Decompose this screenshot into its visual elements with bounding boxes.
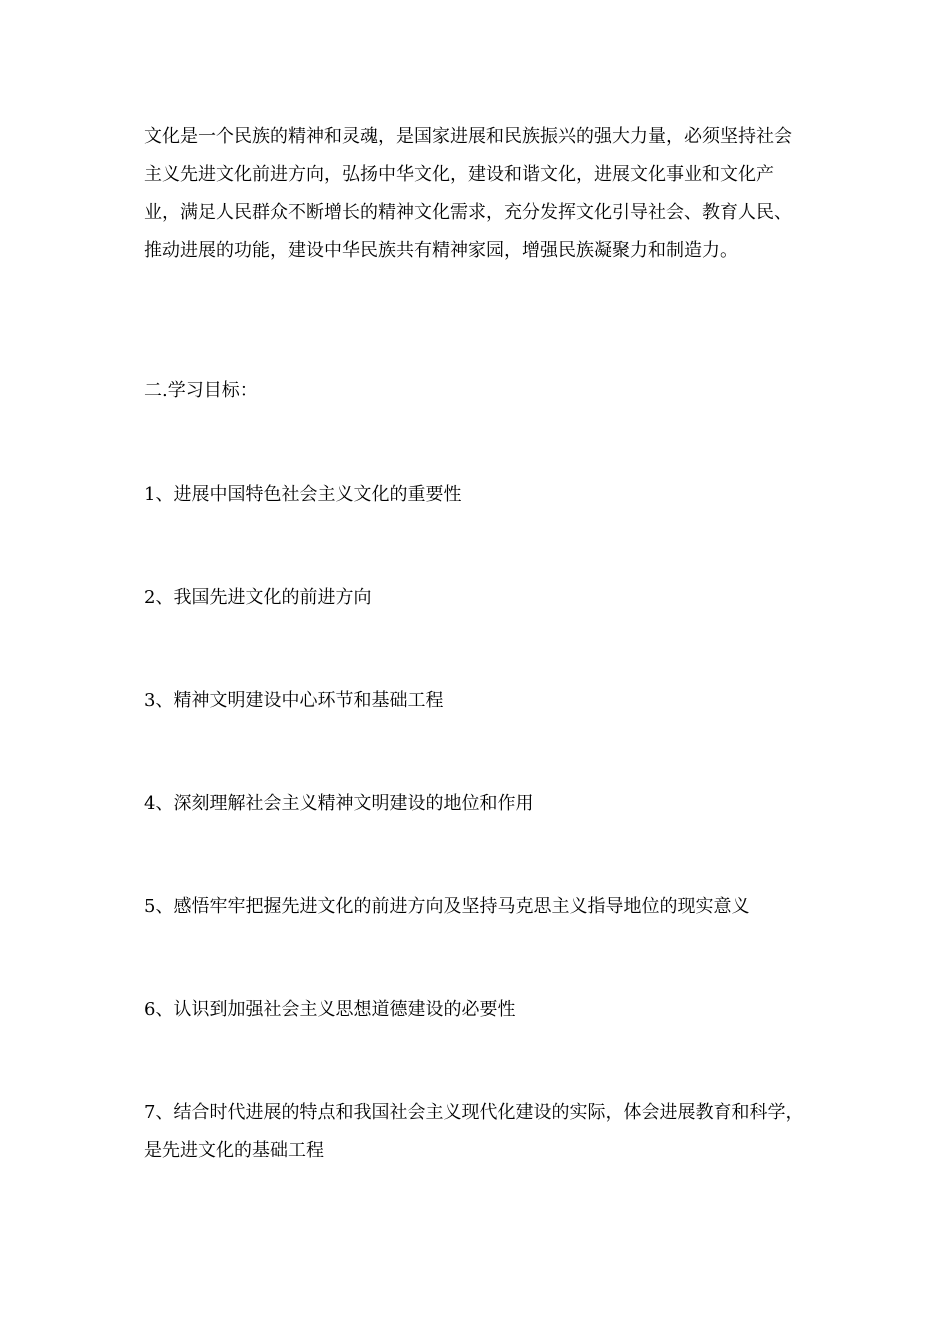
section-heading: 二.学习目标： bbox=[144, 380, 258, 401]
objective-item-1: 1、进展中国特色社会主义文化的重要性 bbox=[144, 484, 462, 505]
objective-item-2: 2、我国先进文化的前进方向 bbox=[144, 587, 372, 608]
objective-item-4: 4、深刻理解社会主义精神文明建设的地位和作用 bbox=[144, 793, 534, 814]
objective-item-5: 5、感悟牢牢把握先进文化的前进方向及坚持马克思主义指导地位的现实意义 bbox=[144, 896, 750, 917]
intro-paragraph: 文化是一个民族的精神和灵魂，是国家进展和民族振兴的强大力量，必须坚持社会主义先进文化前进方向，弘扬中华文化，建设和谐文化，进展文化事业和文化产业，满足人民群众不断增长的精神文化需求，充分发挥文化引导社会、教育人民、推动进展的功能，建设中华民族共有精神家园，增强民族凝聚力和制造力。 bbox=[144, 126, 792, 261]
objective-item-3: 3、精神文明建设中心环节和基础工程 bbox=[144, 690, 444, 711]
objective-item-6: 6、认识到加强社会主义思想道德建设的必要性 bbox=[144, 999, 516, 1020]
objective-item-7: 7、结合时代进展的特点和我国社会主义现代化建设的实际，体会进展教育和科学，是先进文化的基础工程 bbox=[144, 1102, 804, 1161]
